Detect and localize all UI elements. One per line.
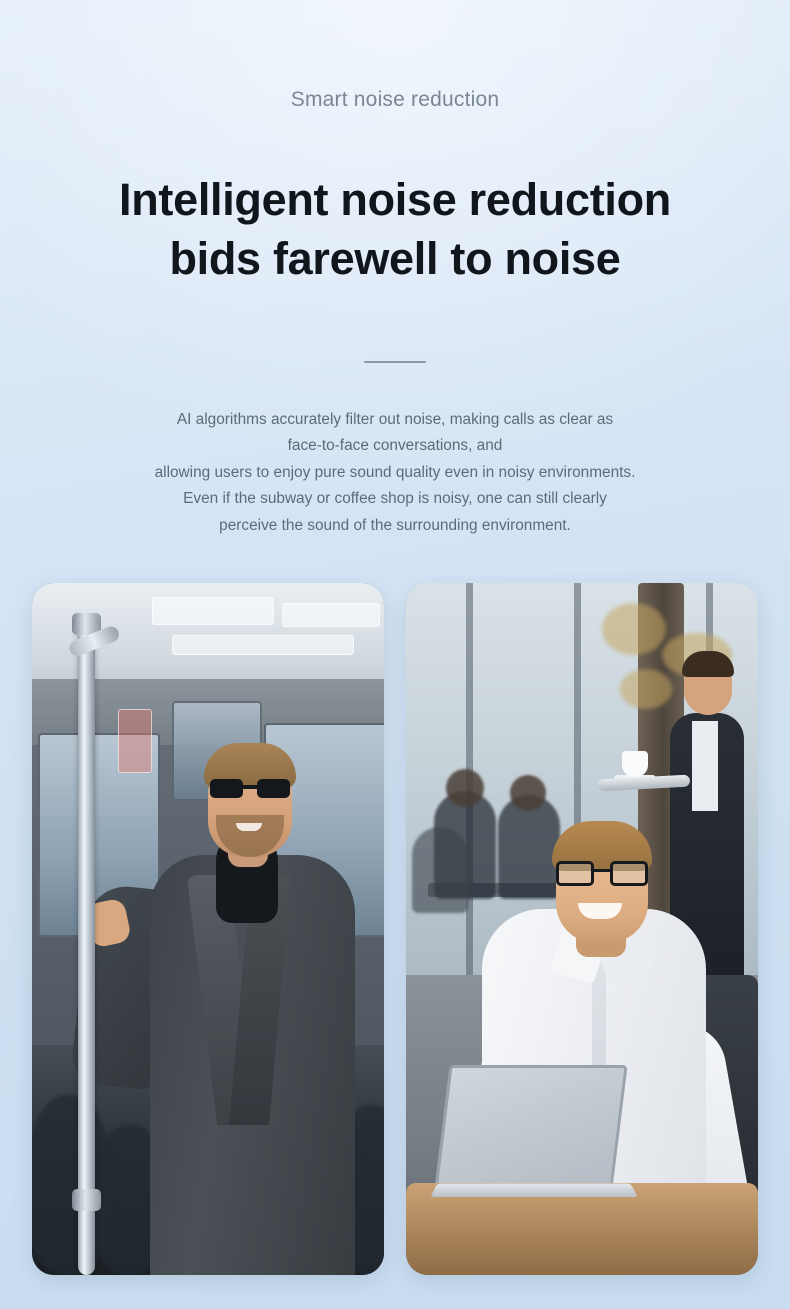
divider-wrap	[0, 361, 790, 363]
body-line-1: AI algorithms accurately filter out noise, making calls as clear as	[176, 410, 614, 428]
body-line-4: Even if the subway or coffee shop is noisy, one can still clearly	[183, 490, 607, 508]
body-line-5: perceive the sound of the surrounding environment.	[219, 516, 571, 534]
cafe-illustration	[406, 583, 758, 1275]
eyebrow-label: Smart noise reduction	[290, 88, 500, 111]
subway-passenger	[128, 715, 380, 1275]
page-title	[0, 170, 790, 289]
laptop-screen	[434, 1065, 627, 1189]
eyeglass-lens-right	[610, 861, 648, 886]
sunglasses-icon	[210, 779, 290, 799]
section-divider	[364, 361, 426, 363]
sunglass-lens-right	[257, 779, 290, 798]
eyeglasses-icon	[556, 861, 648, 887]
tree-foliage	[602, 603, 666, 655]
background-patron	[412, 827, 468, 913]
image-gallery	[0, 583, 790, 1275]
sunglass-lens-left	[210, 779, 243, 798]
laptop-keyboard	[430, 1184, 637, 1198]
pole-cap-bottom	[72, 1189, 101, 1211]
ceiling-light	[172, 635, 354, 655]
ceiling-panel	[282, 603, 380, 627]
waiter-hair	[682, 651, 734, 677]
headline-line-1: Intelligent noise reduction	[119, 174, 671, 225]
headline-line-2: bids farewell to noise	[169, 233, 621, 285]
sunglass-bridge	[243, 785, 257, 789]
cafe-scene-image	[406, 583, 758, 1275]
body-line-2: face-to-face conversations, and	[287, 437, 503, 455]
body-line-3: allowing users to enjoy pure sound quality even in noisy environments.	[154, 463, 636, 481]
subway-illustration	[32, 583, 384, 1275]
ceiling-panel	[152, 597, 274, 625]
eyeglass-bridge	[594, 869, 610, 872]
grab-pole	[78, 621, 95, 1275]
subway-scene-image	[32, 583, 384, 1275]
eyeglass-lens-left	[556, 861, 594, 886]
body-copy	[0, 407, 790, 539]
